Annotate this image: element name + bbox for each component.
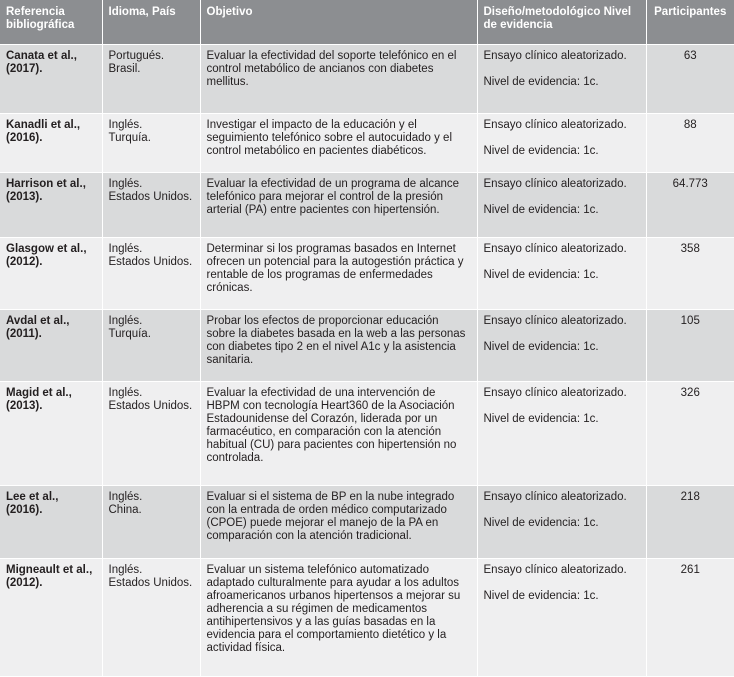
- design-text: Ensayo clínico aleatorizado.: [483, 243, 627, 255]
- header-row: [0, 0, 734, 45]
- objective-cell: Evaluar la efectividad de una intervención de HBPM con tecnología Heart360 de la Asociación Estadounidense del Corazón, liderada por un farmacéutico, en comparación con la atención habitual (CU) para pacientes con hipertensión no controlada.: [200, 382, 477, 486]
- language-text: Inglés.: [108, 243, 143, 255]
- participants-cell: 63: [646, 45, 734, 114]
- table-row: [0, 559, 734, 677]
- table-row: [0, 486, 734, 559]
- objective-cell: Evaluar un sistema telefónico automatizado adaptado culturalmente para ayudar a los adultos afroamericanos urbanos hipertensos a mejorar su adherencia a su régimen de medicamentos antihipertensivos y a las guías basadas en la evidencia para el comportamiento dietético y la actividad física.: [200, 559, 477, 677]
- language-country-cell: [102, 382, 200, 486]
- language-text: Inglés.: [108, 387, 143, 399]
- header-participants: Participantes: [646, 0, 734, 45]
- participants-cell: 64.773: [646, 173, 734, 238]
- participants-cell: 105: [646, 310, 734, 382]
- evidence-text: Nivel de evidencia: 1c.: [483, 204, 599, 216]
- participants-cell: 358: [646, 238, 734, 310]
- objective-cell: Evaluar la efectividad de un programa de alcance telefónico para mejorar el control de la presión arterial (PA) entre pacientes con hipertensión.: [200, 173, 477, 238]
- header-design: Diseño/metodológico Nivel de evidencia: [477, 0, 646, 45]
- objective-cell: Evaluar la efectividad del soporte telefónico en el control metabólico de ancianos con diabetes mellitus.: [200, 45, 477, 114]
- evidence-text: Nivel de evidencia: 1c.: [483, 341, 599, 353]
- language-country-cell: [102, 114, 200, 173]
- evidence-text: Nivel de evidencia: 1c.: [483, 269, 599, 281]
- evidence-text: Nivel de evidencia: 1c.: [483, 590, 599, 602]
- participants-cell: 88: [646, 114, 734, 173]
- participants-cell: 261: [646, 559, 734, 677]
- evidence-text: Nivel de evidencia: 1c.: [483, 413, 599, 425]
- table-row: [0, 173, 734, 238]
- reference-cell: Canata et al., (2017).: [0, 45, 102, 114]
- evidence-text: Nivel de evidencia: 1c.: [483, 76, 599, 88]
- language-text: Inglés.: [108, 564, 143, 576]
- participants-cell: 218: [646, 486, 734, 559]
- reference-cell: Lee et al., (2016).: [0, 486, 102, 559]
- language-text: Inglés.: [108, 491, 143, 503]
- reference-cell: Harrison et al., (2013).: [0, 173, 102, 238]
- objective-cell: Probar los efectos de proporcionar educación sobre la diabetes basada en la web a las personas con diabetes tipo 2 en el nivel A1c y la asistencia sanitaria.: [200, 310, 477, 382]
- country-text: Estados Unidos.: [108, 256, 193, 268]
- reference-cell: Migneault et al., (2012).: [0, 559, 102, 677]
- country-text: China.: [108, 504, 142, 516]
- country-text: Turquía.: [108, 132, 151, 144]
- design-text: Ensayo clínico aleatorizado.: [483, 491, 627, 503]
- reference-cell: Magid et al., (2013).: [0, 382, 102, 486]
- header-language-country: Idioma, País: [102, 0, 200, 45]
- language-text: Inglés.: [108, 178, 143, 190]
- objective-cell: Investigar el impacto de la educación y el seguimiento telefónico sobre el autocuidado y el control metabólico en pacientes diabéticos.: [200, 114, 477, 173]
- header-objective: Objetivo: [200, 0, 477, 45]
- country-text: Turquía.: [108, 328, 151, 340]
- country-text: Estados Unidos.: [108, 191, 193, 203]
- language-text: Inglés.: [108, 315, 143, 327]
- table-row: [0, 382, 734, 486]
- table-row: [0, 238, 734, 310]
- reference-cell: Avdal et al., (2011).: [0, 310, 102, 382]
- reference-cell: Glasgow et al., (2012).: [0, 238, 102, 310]
- design-text: Ensayo clínico aleatorizado.: [483, 315, 627, 327]
- design-cell: [477, 173, 646, 238]
- reference-cell: Kanadli et al., (2016).: [0, 114, 102, 173]
- design-cell: [477, 114, 646, 173]
- table-row: [0, 310, 734, 382]
- design-cell: [477, 238, 646, 310]
- design-text: Ensayo clínico aleatorizado.: [483, 178, 627, 190]
- evidence-text: Nivel de evidencia: 1c.: [483, 145, 599, 157]
- design-text: Ensayo clínico aleatorizado.: [483, 564, 627, 576]
- evidence-text: Nivel de evidencia: 1c.: [483, 517, 599, 529]
- design-text: Ensayo clínico aleatorizado.: [483, 119, 627, 131]
- language-text: Inglés.: [108, 119, 143, 131]
- design-cell: [477, 382, 646, 486]
- language-text: Portugués.: [108, 50, 165, 62]
- objective-cell: Evaluar si el sistema de BP en la nube integrado con la entrada de orden médico computarizado (CPOE) puede mejorar el manejo de la PA en comparación con la atención tradicional.: [200, 486, 477, 559]
- design-cell: [477, 486, 646, 559]
- design-text: Ensayo clínico aleatorizado.: [483, 387, 627, 399]
- language-country-cell: [102, 238, 200, 310]
- table-row: [0, 45, 734, 114]
- table-row: [0, 114, 734, 173]
- language-country-cell: [102, 310, 200, 382]
- language-country-cell: [102, 45, 200, 114]
- header-reference: Referencia bibliográfica: [0, 0, 102, 45]
- participants-cell: 326: [646, 382, 734, 486]
- country-text: Estados Unidos.: [108, 400, 193, 412]
- language-country-cell: [102, 486, 200, 559]
- design-text: Ensayo clínico aleatorizado.: [483, 50, 627, 62]
- language-country-cell: [102, 559, 200, 677]
- language-country-cell: [102, 173, 200, 238]
- design-cell: [477, 559, 646, 677]
- country-text: Brasil.: [108, 63, 141, 75]
- objective-cell: Determinar si los programas basados en Internet ofrecen un potencial para la autogestión práctica y rentable de los programas de enfermedades crónicas.: [200, 238, 477, 310]
- design-cell: [477, 310, 646, 382]
- design-cell: [477, 45, 646, 114]
- country-text: Estados Unidos.: [108, 577, 193, 589]
